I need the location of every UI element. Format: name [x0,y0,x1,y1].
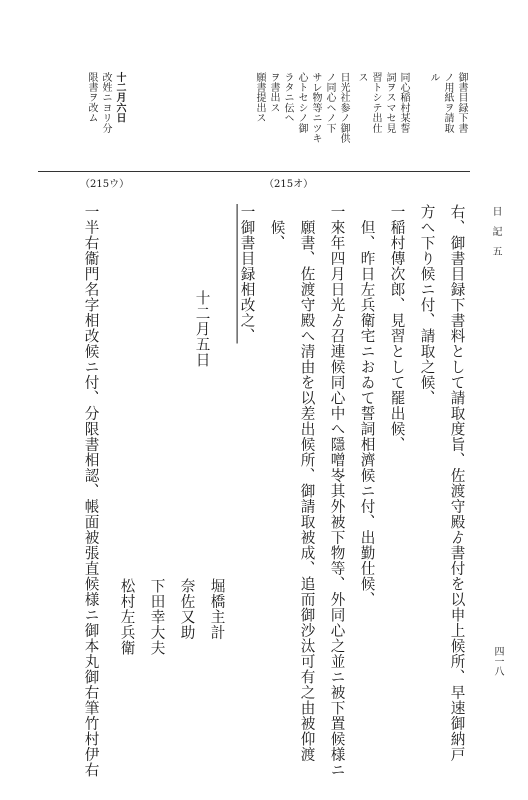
body-line: 一御書目録相改之、 [238,204,256,344]
body-line: 方へ下り候ニ付、請取之候、 [418,204,436,406]
signer: 下田幸大夫 [148,578,166,656]
headnote-3-line: 日光社参ノ御供 [338,72,349,144]
headnote-1-line: ノ用紙ヲ請取 [442,72,453,134]
headnote-4-line: 限書ヲ改ム [86,72,97,123]
headnote-3-line: 願書提出ス [254,72,265,123]
headnote-divider [38,171,470,172]
page-mark-right: （215オ） [264,179,314,190]
headnote-2-line: 同心稲村某誓 [398,72,409,134]
page-number: 四一八 [492,646,503,676]
headnote-3-line: ラタニ伝ヘ [282,72,293,123]
signer: 奈佐又助 [178,578,196,640]
running-title: 日 記 五 [490,206,501,256]
headnote-2-line: ス [356,72,367,83]
body-line: 右、御書目録下書料として請取度旨、佐渡守殿ゟ書付を以申上候所、早速御納戸 [448,204,466,762]
signer: 堀橋主計 [208,578,226,640]
headnote-1-line: ル [428,72,439,83]
headnote-4-date: 十二月六日 [114,72,125,123]
entry-date: 十二月五日 [193,290,211,368]
body-line: 一稲村傳次郎、見習として罷出候、 [388,204,406,452]
headnote-2-line: 習トシテ出仕 [370,72,381,134]
body-line: 但、昨日左兵衛宅ニおゐて誓詞相濟候ニ付、出勤仕候、 [358,204,376,607]
headnote-4-line: 改姓ニヨリ分 [100,72,111,134]
headnote-3-line: 心トセシノ御 [296,72,307,134]
body-line: 願書、佐渡守殿へ清由を以差出候所、御請取被成、追而御沙汰可有之由被仰渡 [298,204,316,762]
headnote-3-line: ノ同心ヘノ下 [324,72,335,134]
headnote-3-line: ヲ書出ス [268,72,279,113]
signer: 松村左兵衛 [118,578,136,656]
headnote-1-line: 御書目録下書 [456,72,467,134]
body-line: 一來年四月日光ゟ召連候同心中へ隱噌岺其外被下物等、外同心之並ニ被下置候様ニ [328,204,346,778]
page-mark-left: （215ウ） [80,179,130,190]
body-line: 候、 [268,204,286,251]
headnote-3-line: サレ物等ニツキ [310,72,321,144]
body-line: 一半右衞門名字相改候ニ付、分限書相認、帳面被張直候様ニ御本丸御右筆竹村伊右 [82,204,100,778]
headnote-2-line: 詞ヲスマセ見 [384,72,395,134]
